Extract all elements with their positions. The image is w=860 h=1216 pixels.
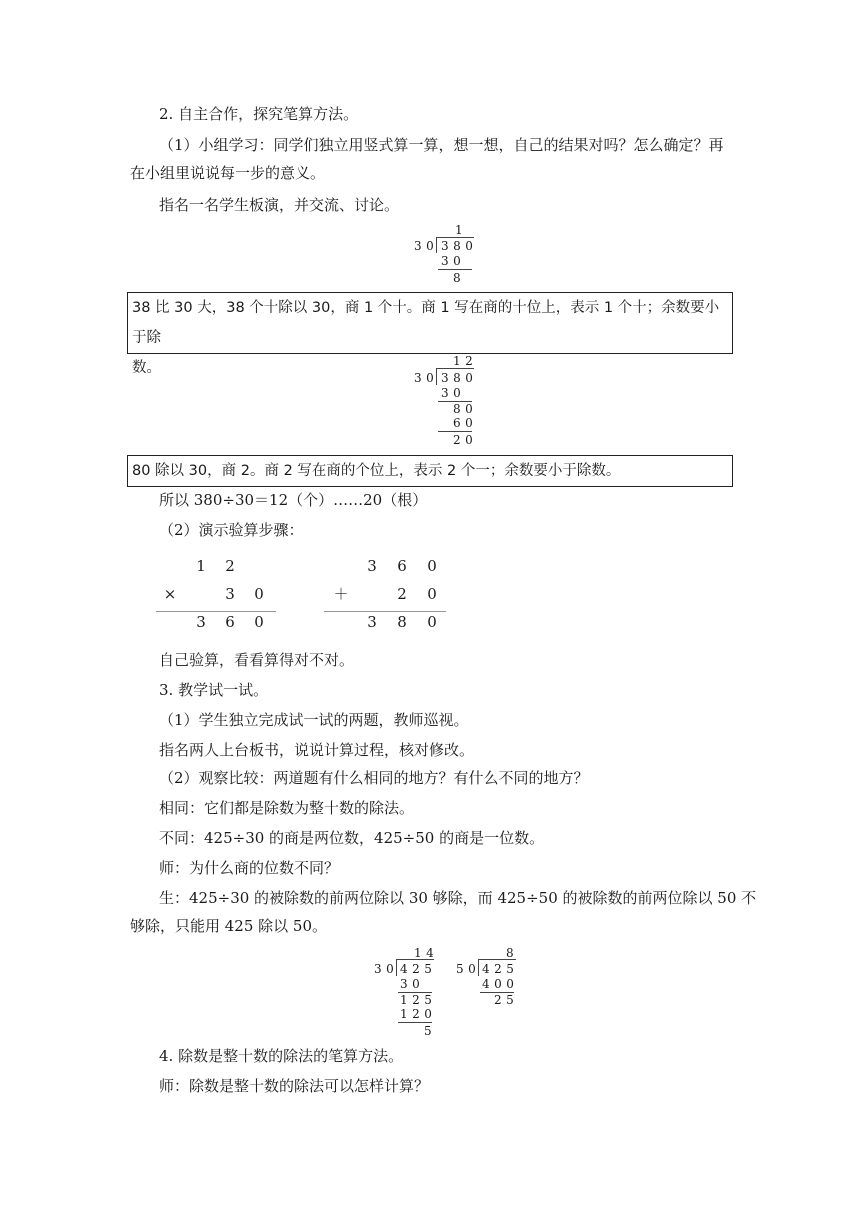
result-statement: 所以 380÷30＝12（个）……20（根） [159,491,428,509]
digit: 3 [196,613,206,631]
digit: 6 [397,557,407,575]
step-product-2: 60 [453,416,478,430]
paragraph-board-demo: 指名一名学生板演，并交流、讨论。 [159,196,400,214]
paragraph-teacher-method: 师：除数是整十数的除法可以怎样计算？ [159,1077,430,1095]
dividend: 380 [441,239,478,253]
paragraph-group-study-cont: 在小组里说说每一步的意义。 [130,164,326,182]
divisor: 30 [414,371,439,385]
digit: 8 [397,613,407,631]
divisor: 50 [456,962,481,976]
quotient: 12 [453,354,478,368]
heading-2: 2. 自主合作，探究笔算方法。 [159,105,359,123]
paragraph-student-answer: 生：425÷30 的被除数的前两位除以 30 够除，而 425÷50 的被除数的前两位除以 50 不 [159,889,757,907]
divisor: 30 [374,962,399,976]
paragraph-group-study: （1）小组学习：同学们独立用竖式算一算，想一想，自己的结果对吗？怎么确定？再 [159,136,724,154]
quotient: 8 [506,946,519,960]
step-line-2 [398,1022,432,1023]
bring-down: 80 [453,402,478,416]
digit: 2 [225,557,235,575]
bring-down: 125 [400,993,437,1007]
remainder: 20 [453,433,478,447]
paragraph-compare: （2）观察比较：两道题有什么相同的地方？有什么不同的地方？ [159,769,589,787]
digit: 0 [427,585,437,603]
step-line [438,269,472,270]
step-line-2 [438,431,472,432]
division-bar [396,959,434,960]
digit: 2 [397,585,407,603]
explanation-line-1: 38 比 30 大，38 个十除以 30，商 1 个十。商 1 写在商的十位上，表示 1 个十；余数要小于除 [132,300,720,346]
dividend: 425 [482,962,519,976]
divisor: 30 [414,239,439,253]
digit: 1 [196,557,206,575]
digit: 6 [225,613,235,631]
digit: 0 [254,613,264,631]
explanation-line-2: 数。 [132,360,161,376]
step-product-1: 30 [441,386,466,400]
quotient: 14 [414,946,439,960]
division-bracket [436,237,437,253]
division-bar [478,959,516,960]
dividend: 380 [441,371,478,385]
paragraph-independent: （1）学生独立完成试一试的两题，教师巡视。 [159,711,469,729]
division-bracket [396,959,397,976]
paragraph-different: 不同：425÷30 的商是两位数，425÷50 的商是一位数。 [159,829,545,847]
step-product-2: 120 [400,1007,437,1021]
quotient: 1 [455,223,468,237]
paragraph-teacher-question: 师：为什么商的位数不同？ [159,859,340,877]
remainder: 8 [453,271,466,285]
digit: 3 [225,585,235,603]
paragraph-board: 指名两人上台板书，说说计算过程，核对修改。 [159,741,475,759]
digit: 0 [427,613,437,631]
heading-4: 4. 除数是整十数的除法的笔算方法。 [159,1047,404,1065]
digit: 0 [254,585,264,603]
division-bar [436,368,474,369]
explanation-box-2 [127,455,733,487]
remainder: 25 [494,993,519,1007]
step-product: 30 [441,254,466,268]
division-bracket [436,368,437,385]
digit: 3 [367,613,377,631]
paragraph-student-answer-cont: 够除，只能用 425 除以 50。 [130,917,328,935]
remainder: 5 [424,1024,437,1038]
division-bracket [478,959,479,976]
paragraph-same: 相同：它们都是除数为整十数的除法。 [159,799,415,817]
paragraph-check-steps: （2）演示验算步骤： [159,521,304,539]
multiply-sign: × [163,585,177,603]
explanation-line: 80 除以 30，商 2。商 2 写在商的个位上，表示 2 个一；余数要小于除数。 [132,463,621,479]
step-product: 400 [482,977,519,991]
step-product-1: 30 [400,977,425,991]
plus-sign: ＋ [333,585,349,603]
digit: 3 [367,557,377,575]
division-bar [436,237,474,238]
paragraph-self-check: 自己验算，看看算得对不对。 [159,651,355,669]
heading-3: 3. 教学试一试。 [159,681,269,699]
dividend: 425 [400,962,437,976]
digit: 0 [427,557,437,575]
